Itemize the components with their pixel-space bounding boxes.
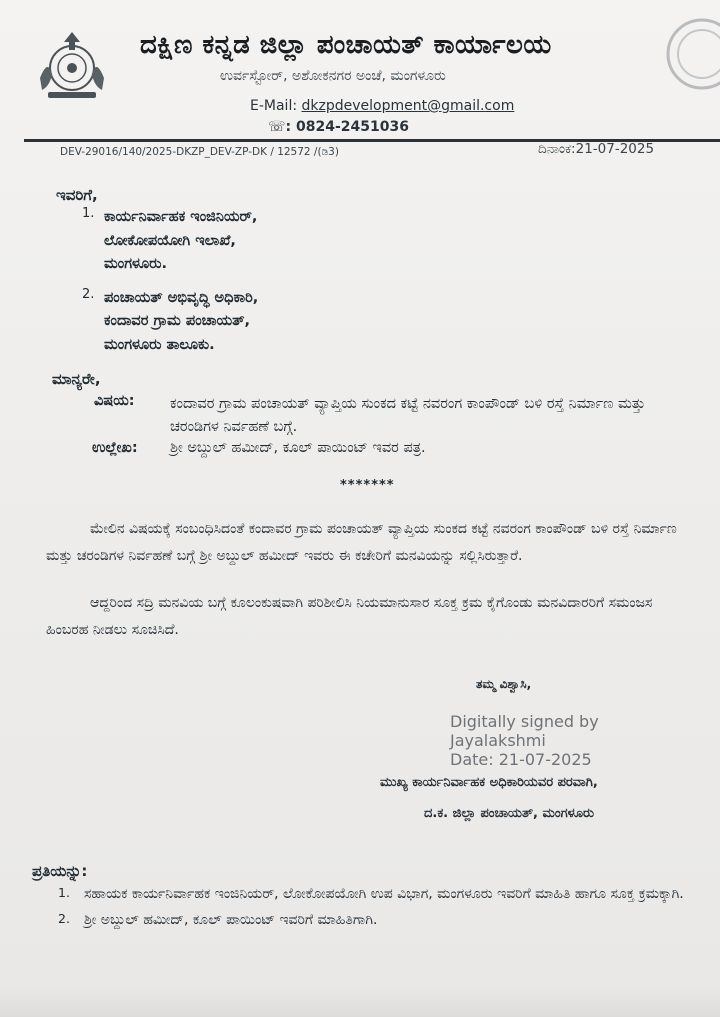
copy-list (58, 883, 698, 935)
subject-text: ಕಂದಾವರ ಗ್ರಾಮ ಪಂಚಾಯತ್ ವ್ಯಾಪ್ತಿಯ ಸುಂಕದ ಕಟ್ಟೆ ನವರಂಗ ಕಾಂಪೌಂಡ್ ಬಳಿ ರಸ್ತೆ ನಿರ್ಮಾಣ ಮತ್ತು ಚರಂಡಿಗಳ ನಿರ್ವಹಣೆ ಬಗ್ಗೆ. (170, 396, 646, 435)
closing-line: ತಮ್ಮ ವಿಶ್ವಾಸಿ, (476, 677, 532, 691)
reference-text: ಶ್ರೀ ಅಬ್ದುಲ್ ಹಮೀದ್, ಕೂಲ್ ಪಾಯಿಂಟ್ ಇವರ ಪತ್ರ. (170, 440, 426, 456)
copy-number: 1. (58, 885, 70, 900)
signature-date: Date: 21-07-2025 (450, 750, 592, 769)
office-title: ದಕ್ಷಿಣ ಕನ್ನಡ ಜಿಲ್ಲಾ ಪಂಚಾಯತ್ ಕಾರ್ಯಾಲಯ (140, 30, 552, 60)
recipient-line: ಕಾರ್ಯನಿರ್ವಾಹಕ ಇಂಜಿನಿಯರ್, (104, 209, 258, 225)
page-shadow (0, 985, 720, 1017)
subject-label: ವಿಷಯ: (94, 393, 135, 409)
body-paragraph: ಮೇಲಿನ ವಿಷಯಕ್ಕೆ ಸಂಬಂಧಿಸಿದಂತೆ ಕಂದಾವರ ಗ್ರಾಮ ಪಂಚಾಯತ್ ವ್ಯಾಪ್ತಿಯ ಸುಂಕದ ಕಟ್ಟೆ ನವರಂಗ ಕಾಂಪೌಂಡ್ ಬಳಿ ರಸ್ತೆ ನಿರ್ಮಾಣ ಮತ್ತು ಚರಂಡಿಗಳ ನಿರ್ವಹಣೆ ಬಗ್ಗೆ ಶ್ರೀ ಅಬ್ದುಲ್ ಹಮೀದ್ ಇವರು ಈ ಕಚೇರಿಗೆ ಮನವಿಯನ್ನು ಸಲ್ಲಿಸಿರುತ್ತಾರೆ. (46, 521, 677, 564)
recipient-number: 2. (82, 286, 95, 302)
email-link[interactable]: dkzpdevelopment@gmail.com (301, 98, 515, 114)
signer-name: Jayalakshmi (450, 731, 546, 750)
phone-row (268, 119, 409, 135)
copy-text: ಶ್ರೀ ಅಬ್ದುಲ್ ಹಮೀದ್, ಕೂಲ್ ಪಾಯಿಂಟ್ ಇವರಿಗೆ ಮಾಹಿತಿಗಾಗಿ. (84, 912, 378, 928)
recipient-line: ಲೋಕೋಪಯೋಗಿ ಇಲಾಖೆ, (104, 232, 236, 249)
seal-stamp-icon (662, 14, 720, 94)
copy-number: 2. (58, 911, 70, 926)
copy-item (58, 909, 698, 931)
recipient-line: ಮಂಗಳೂರು. (104, 256, 167, 272)
recipient-list (82, 206, 642, 367)
recipient-item (82, 287, 642, 358)
recipient-number: 1. (82, 206, 95, 221)
digital-signature (450, 712, 599, 769)
state-emblem-icon (34, 28, 110, 104)
separator-stars: ******* (340, 478, 395, 493)
copy-label: ಪ್ರತಿಯನ್ನು: (32, 862, 88, 880)
email-label: E-Mail: (250, 98, 298, 114)
date-label: ದಿನಾಂಕ: (538, 141, 576, 157)
reference-label: ಉಲ್ಲೇಖ: (92, 440, 138, 456)
signer-office: ದ.ಕ. ಜಿಲ್ಲಾ ಪಂಚಾಯತ್, ಮಂಗಳೂರು (424, 806, 595, 821)
letter-date (538, 141, 654, 157)
phone-number: 0824-2451036 (295, 119, 409, 135)
recipient-line: ಪಂಚಾಯತ್ ಅಭಿವೃದ್ಧಿ ಅಧಿಕಾರಿ, (104, 289, 259, 306)
phone-icon: ☏: (268, 119, 292, 135)
recipient-line: ಕಂದಾವರ ಗ್ರಾಮ ಪಂಚಾಯತ್, (104, 313, 251, 329)
copy-item (58, 883, 698, 905)
recipient-item (82, 206, 642, 277)
body-paragraph: ಆದ್ದರಿಂದ ಸದ್ರಿ ಮನವಿಯ ಬಗ್ಗೆ ಕೂಲಂಕುಷವಾಗಿ ಪರಿಶೀಲಿಸಿ ನಿಯಮಾನುಸಾರ ಸೂಕ್ತ ಕ್ರಮ ಕೈಗೊಂಡು ಮನವಿದಾರರಿಗೆ ಸಮಂಜಸ ಹಿಂಬರಹ ನೀಡಲು ಸೂಚಿಸಿದೆ. (46, 595, 653, 638)
signature-line: Digitally signed by (450, 712, 599, 731)
office-address: ಉರ್ವಸ್ಟೋರ್, ಅಶೋಕನಗರ ಅಂಚೆ, ಮಂಗಳೂರು (220, 68, 446, 84)
signer-designation: ಮುಖ್ಯ ಕಾರ್ಯನಿರ್ವಾಹಕ ಅಧಿಕಾರಿಯವರ ಪರವಾಗಿ, (380, 775, 598, 790)
salutation: ಮಾನ್ಯರೇ, (52, 370, 101, 388)
email-row (250, 98, 514, 114)
copy-text: ಸಹಾಯಕ ಕಾರ್ಯನಿರ್ವಾಹಕ ಇಂಜಿನಿಯರ್, ಲೋಕೋಪಯೋಗಿ ಉಪ ವಿಭಾಗ, ಮಂಗಳೂರು ಇವರಿಗೆ ಮಾಹಿತಿ ಹಾಗೂ ಸೂಕ್ತ ಕ್ರಮಕ್ಕಾಗಿ. (84, 886, 684, 902)
recipient-line: ಮಂಗಳೂರು ತಾಲೂಕು. (104, 336, 215, 353)
to-label: ಇವರಿಗೆ, (56, 186, 98, 204)
reference-number: DEV-29016/140/2025-DKZP_DEV-ZP-DK / 12572 /(ಡಿ3) (60, 146, 339, 158)
date-value: 21-07-2025 (575, 141, 655, 157)
